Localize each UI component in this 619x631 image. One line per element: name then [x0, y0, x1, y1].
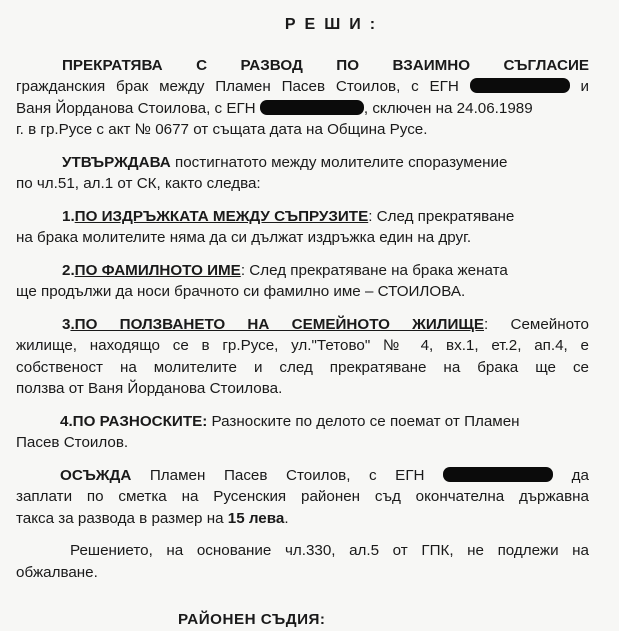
- divorce-line-3a: Ваня Йорданова Стоилова, с ЕГН: [16, 99, 256, 117]
- redacted-egn-wife: [260, 100, 364, 115]
- item-1-line-1: : След прекратяване: [368, 207, 515, 225]
- fee-amount: 15 лева: [227, 509, 285, 527]
- item-1-support: [16, 206, 589, 249]
- approve-paragraph: [16, 152, 589, 195]
- item-4-line-1: Разноските по делото се поемат от Пламен: [207, 412, 520, 430]
- item-2-surname: [16, 260, 589, 303]
- item-3-line-3: собственост на молителите и след прекратяване на брака ще се: [16, 358, 589, 376]
- item-4-line-2: Пасев Стоилов.: [16, 434, 129, 451]
- order-paragraph: [16, 465, 589, 530]
- item-3-line-2: жилище, находящо се в гр.Русе, ул."Тетово" № 4, вх.1, ет.2, ап.4, е: [16, 337, 589, 354]
- divorce-paragraph: [16, 55, 589, 141]
- approve-lead: УТВЪРЖДАВА: [62, 153, 171, 171]
- item-2-line-2: ще продължи да носи брачното си фамилно име – СТОИЛОВА.: [16, 283, 466, 300]
- item-3-line-1: : Семейното: [484, 315, 589, 333]
- item-1-line-2: на брака молителите няма да си дължат издръжка един на друг.: [16, 229, 472, 246]
- order-line-3a: такса за развода в размер на: [16, 509, 228, 527]
- item-3-line-4: ползва от Ваня Йорданова Стоилова.: [16, 380, 283, 397]
- item-4-title: 4.ПО РАЗНОСКИТЕ:: [60, 412, 208, 430]
- appeal-line-1: Решението, на основание чл.330, ал.5 от ГПК, не подлежи на: [70, 542, 589, 559]
- item-1-number: 1.: [62, 207, 75, 225]
- item-1-title: ПО ИЗДРЪЖКАТА МЕЖДУ СЪПРУЗИТЕ: [74, 207, 369, 225]
- item-3-number: 3: [62, 315, 71, 333]
- approve-line-2: по чл.51, ал.1 от СК, както следва:: [16, 175, 261, 192]
- redacted-egn-husband: [470, 78, 570, 93]
- decision-heading: РЕШИ:: [284, 16, 385, 33]
- order-line-1a: Пламен Пасев Стоилов, с ЕГН: [149, 466, 425, 484]
- order-line-2: заплати по сметка на Русенския районен съд окончателна държавна: [16, 488, 589, 505]
- divorce-line-2b: и: [580, 78, 589, 95]
- divorce-line-2a: гражданския брак между Пламен Пасев Стоилов, с ЕГН: [16, 78, 459, 95]
- divorce-line-3b: , сключен на 24.06.1989: [363, 99, 533, 117]
- order-lead: ОСЪЖДА: [60, 466, 132, 484]
- item-3-home: [16, 314, 589, 400]
- item-2-line-1: : След прекратяване на брака жената: [240, 261, 508, 279]
- item-3-title: .ПО ПОЛЗВАНЕТО НА СЕМЕЙНОТО ЖИЛИЩЕ: [70, 315, 484, 333]
- order-line-3c: .: [284, 509, 289, 527]
- approve-line-1: постигнатото между молителите споразумение: [175, 153, 508, 171]
- item-2-number: 2.: [62, 261, 75, 279]
- redacted-egn-order: [443, 467, 553, 482]
- item-2-title: ПО ФАМИЛНОТО ИМЕ: [74, 261, 241, 279]
- order-line-1b: да: [571, 466, 589, 484]
- judge-signature-label: РАЙОНЕН СЪДИЯ:: [178, 611, 326, 628]
- divorce-lead: ПРЕКРАТЯВА С РАЗВОД ПО ВЗАИМНО СЪГЛАСИЕ: [62, 56, 589, 74]
- appeal-paragraph: [16, 540, 589, 583]
- item-4-costs: [16, 411, 589, 454]
- appeal-line-2: обжалване.: [16, 563, 98, 581]
- divorce-line-4: г. в гр.Русе с акт № 0677 от същата дата на Община Русе.: [16, 121, 428, 138]
